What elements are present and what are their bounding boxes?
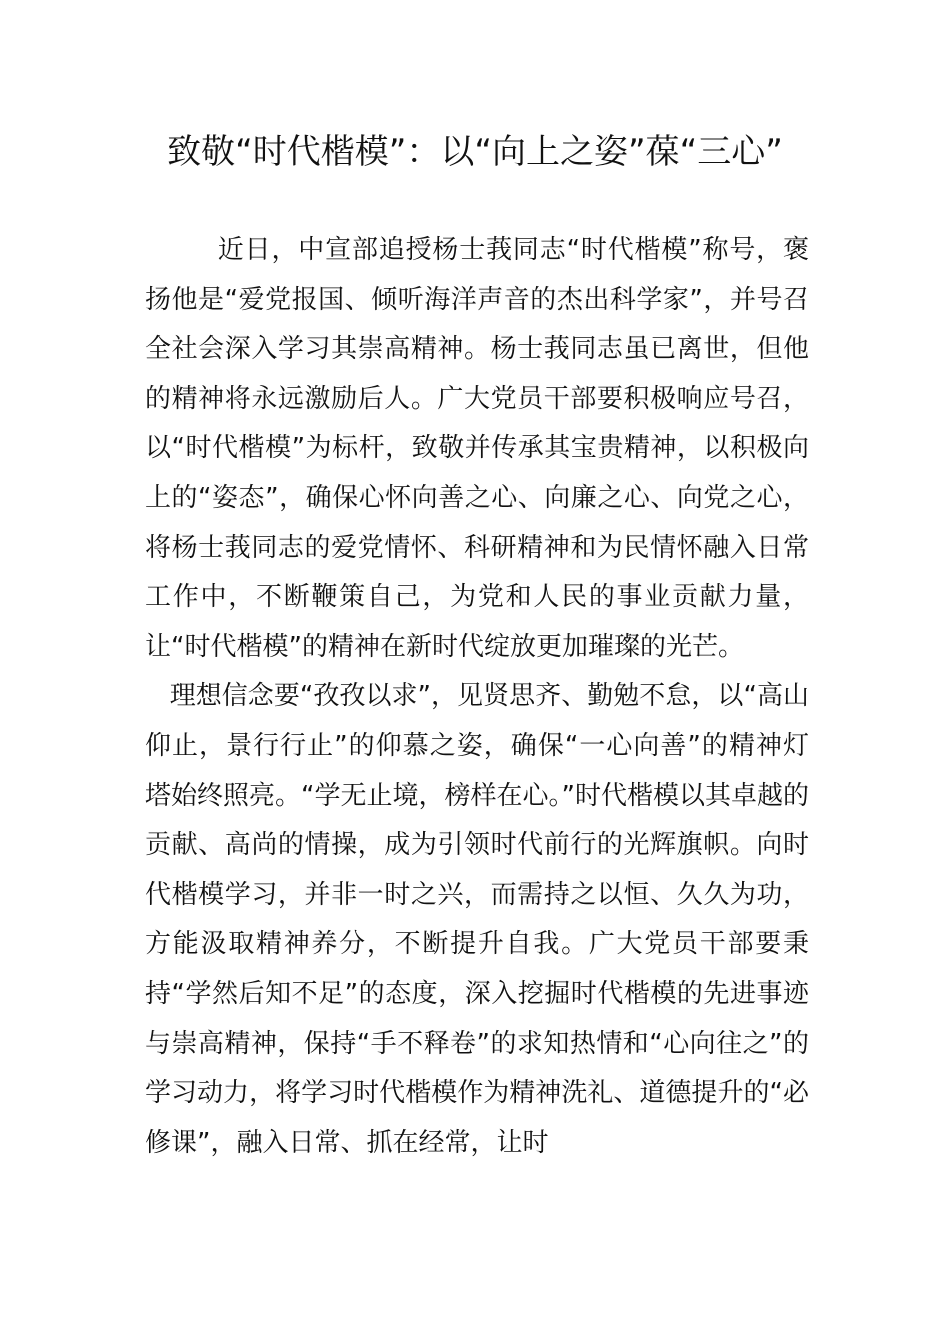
article-title: 致敬“时代楷模”：以“向上之姿”葆“三心” xyxy=(167,132,783,172)
article-body xyxy=(145,226,809,1168)
paragraph: 理想信念要“孜孜以求”，见贤思齐、勤勉不怠，以“高山仰止，景行行止”的仰慕之姿，确保“一心向善”的精神灯塔始终照亮。“学无止境，榜样在心。”时代楷模以其卓越的贡献、高尚的情操，成为引领时代前行的光辉旗帜。向时代楷模学习，并非一时之兴，而需持之以恒、久久为功，方能汲取精神养分，不断提升自我。广大党员干部要秉持“学然后知不足”的态度，深入挖掘时代楷模的先进事迹与崇高精神，保持“手不释卷”的求知热情和“心向往之”的学习动力，将学习时代楷模作为精神洗礼、道德提升的“必修课”，融入日常、抓在经常，让时 xyxy=(145,681,809,1158)
paragraph: 近日，中宣部追授杨士莪同志“时代楷模”称号，褒扬他是“爱党报国、倾听海洋声音的杰出科学家”，并号召全社会深入学习其崇高精神。杨士莪同志虽已离世，但他的精神将永远激励后人。广大党员干部要积极响应号召，以“时代楷模”为标杆，致敬并传承其宝贵精神，以积极向上的“姿态”，确保心怀向善之心、向廉之心、向党之心，将杨士莪同志的爱党情怀、科研精神和为民情怀融入日常工作中，不断鞭策自己，为党和人民的事业贡献力量，让“时代楷模”的精神在新时代绽放更加璀璨的光芒。 xyxy=(145,235,809,662)
